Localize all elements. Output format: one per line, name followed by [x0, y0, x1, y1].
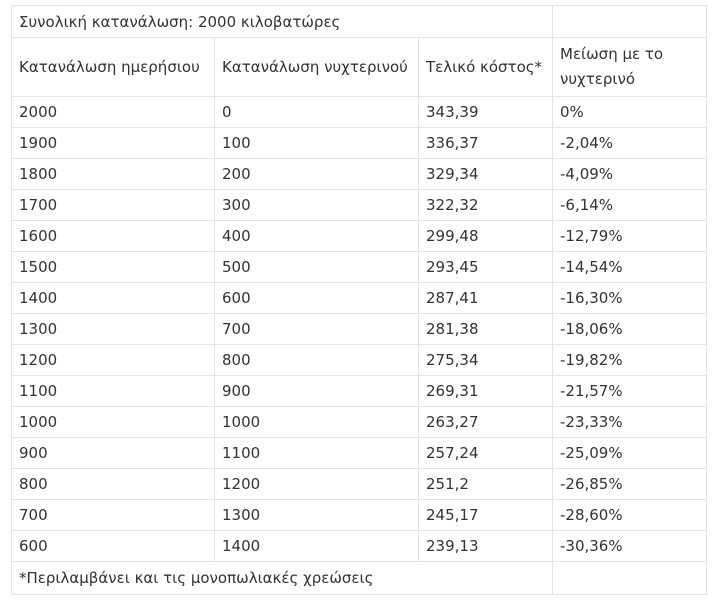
cell-night-consumption: 400 [215, 221, 419, 252]
cell-night-consumption: 300 [215, 190, 419, 221]
header-final-cost: Τελικό κόστος* [419, 38, 553, 97]
cell-day-consumption: 1900 [12, 128, 215, 159]
table-footnote-row [12, 562, 707, 595]
table-row [12, 190, 707, 221]
cell-final-cost: 336,37 [419, 128, 553, 159]
table-row [12, 97, 707, 128]
table-row [12, 438, 707, 469]
cell-final-cost: 263,27 [419, 407, 553, 438]
cell-reduction: -12,79% [553, 221, 707, 252]
cell-reduction: -4,09% [553, 159, 707, 190]
cell-day-consumption: 900 [12, 438, 215, 469]
table-container [11, 5, 706, 595]
table-row [12, 252, 707, 283]
table-row [12, 283, 707, 314]
title-empty-cell [553, 6, 707, 38]
cell-reduction: -28,60% [553, 500, 707, 531]
table-footnote: *Περιλαμβάνει και τις μονοπωλιακές χρεώσεις [12, 562, 553, 595]
table-row [12, 221, 707, 252]
cell-night-consumption: 500 [215, 252, 419, 283]
table-row [12, 345, 707, 376]
cell-final-cost: 322,32 [419, 190, 553, 221]
cell-final-cost: 293,45 [419, 252, 553, 283]
cell-night-consumption: 100 [215, 128, 419, 159]
cell-final-cost: 257,24 [419, 438, 553, 469]
header-day-consumption: Κατανάλωση ημερήσιου [12, 38, 215, 97]
cell-day-consumption: 1700 [12, 190, 215, 221]
table-header-row [12, 38, 707, 97]
cell-day-consumption: 1400 [12, 283, 215, 314]
cell-day-consumption: 1500 [12, 252, 215, 283]
cell-day-consumption: 600 [12, 531, 215, 562]
cell-day-consumption: 2000 [12, 97, 215, 128]
footnote-empty-cell [553, 562, 707, 595]
cell-day-consumption: 800 [12, 469, 215, 500]
cell-night-consumption: 1200 [215, 469, 419, 500]
cell-reduction: -14,54% [553, 252, 707, 283]
cell-night-consumption: 700 [215, 314, 419, 345]
cell-final-cost: 299,48 [419, 221, 553, 252]
cell-reduction: -18,06% [553, 314, 707, 345]
cell-day-consumption: 700 [12, 500, 215, 531]
table-row [12, 469, 707, 500]
cell-night-consumption: 1000 [215, 407, 419, 438]
cell-final-cost: 287,41 [419, 283, 553, 314]
cell-night-consumption: 600 [215, 283, 419, 314]
consumption-table [11, 5, 707, 595]
cell-night-consumption: 0 [215, 97, 419, 128]
cell-final-cost: 245,17 [419, 500, 553, 531]
table-title: Συνολική κατανάλωση: 2000 κιλοβατώρες [12, 6, 553, 38]
cell-reduction: -23,33% [553, 407, 707, 438]
cell-final-cost: 275,34 [419, 345, 553, 376]
cell-night-consumption: 1400 [215, 531, 419, 562]
cell-night-consumption: 1100 [215, 438, 419, 469]
cell-reduction: -26,85% [553, 469, 707, 500]
table-row [12, 314, 707, 345]
cell-day-consumption: 1800 [12, 159, 215, 190]
cell-day-consumption: 1000 [12, 407, 215, 438]
cell-night-consumption: 800 [215, 345, 419, 376]
header-reduction: Μείωση με το νυχτερινό [553, 38, 707, 97]
cell-final-cost: 251,2 [419, 469, 553, 500]
cell-final-cost: 269,31 [419, 376, 553, 407]
table-row [12, 531, 707, 562]
cell-reduction: -2,04% [553, 128, 707, 159]
cell-night-consumption: 1300 [215, 500, 419, 531]
cell-final-cost: 281,38 [419, 314, 553, 345]
cell-day-consumption: 1200 [12, 345, 215, 376]
cell-reduction: -25,09% [553, 438, 707, 469]
cell-reduction: -16,30% [553, 283, 707, 314]
table-row [12, 407, 707, 438]
cell-final-cost: 329,34 [419, 159, 553, 190]
cell-night-consumption: 200 [215, 159, 419, 190]
cell-day-consumption: 1100 [12, 376, 215, 407]
table-row [12, 128, 707, 159]
cell-final-cost: 239,13 [419, 531, 553, 562]
cell-final-cost: 343,39 [419, 97, 553, 128]
cell-reduction: -21,57% [553, 376, 707, 407]
cell-reduction: 0% [553, 97, 707, 128]
table-title-row [12, 6, 707, 38]
cell-reduction: -30,36% [553, 531, 707, 562]
cell-reduction: -19,82% [553, 345, 707, 376]
table-row [12, 376, 707, 407]
header-night-consumption: Κατανάλωση νυχτερινού [215, 38, 419, 97]
cell-day-consumption: 1300 [12, 314, 215, 345]
table-row [12, 159, 707, 190]
table-row [12, 500, 707, 531]
cell-day-consumption: 1600 [12, 221, 215, 252]
cell-reduction: -6,14% [553, 190, 707, 221]
cell-night-consumption: 900 [215, 376, 419, 407]
